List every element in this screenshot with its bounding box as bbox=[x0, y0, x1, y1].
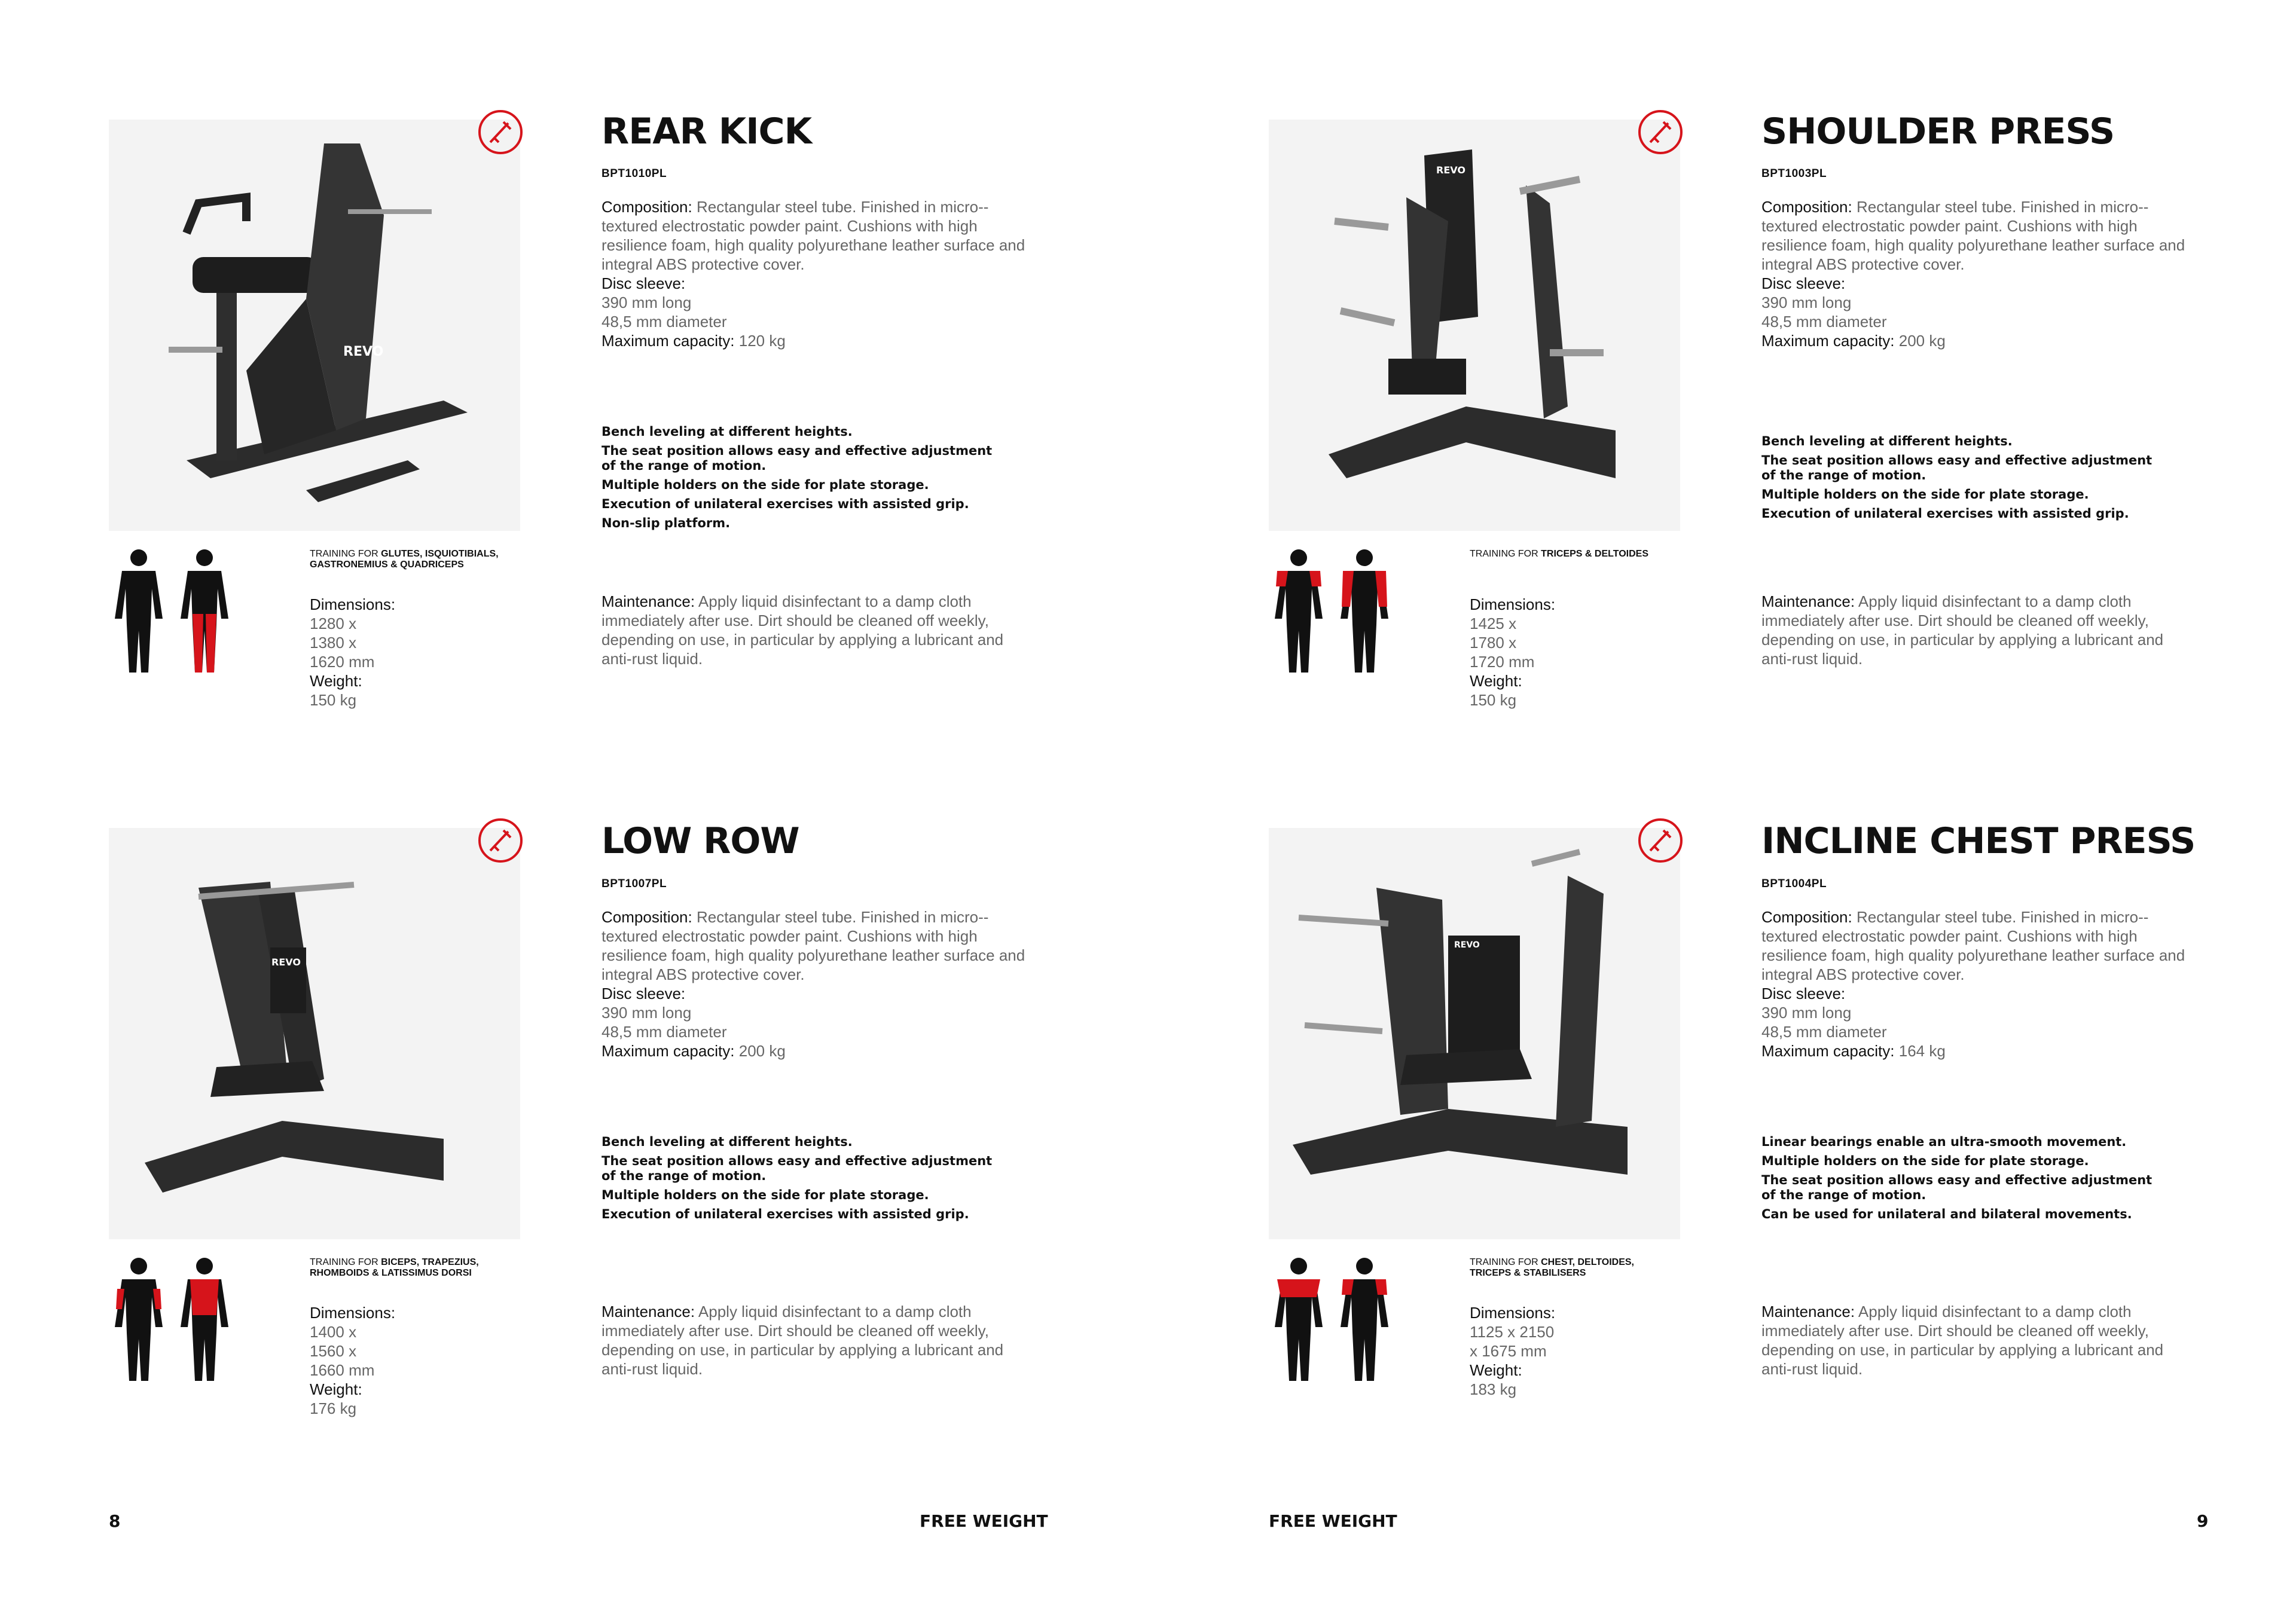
weight-value: 183 kg bbox=[1470, 1380, 1517, 1398]
product-photo bbox=[109, 120, 520, 531]
custom-badge-icon bbox=[1637, 817, 1684, 864]
disc-sleeve-label: Disc sleeve: bbox=[602, 985, 686, 1002]
dimensions-label: Dimensions: bbox=[1470, 1304, 1556, 1322]
feature-list bbox=[602, 424, 1020, 535]
maintenance-label: Maintenance: bbox=[1761, 592, 1855, 610]
training-prefix: TRAINING FOR bbox=[1470, 549, 1538, 559]
feature-item: The seat position allows easy and effective adjustment of the range of motion. bbox=[1761, 1173, 2152, 1202]
weight-value: 150 kg bbox=[1470, 691, 1517, 709]
composition-text: Rectangular steel tube. Finished in micro--textured electrostatic powder paint. Cushions with high resilience foam, high quality polyurethane leather surface and integral ABS protective cover. bbox=[602, 198, 1025, 273]
dimensions bbox=[310, 1303, 395, 1418]
training-prefix: TRAINING FOR bbox=[310, 1257, 378, 1267]
weight-label: Weight: bbox=[310, 1380, 362, 1398]
section-label-left: FREE WEIGHT bbox=[920, 1511, 1048, 1531]
feature-item: Execution of unilateral exercises with assisted grip. bbox=[602, 497, 969, 511]
maintenance bbox=[1761, 1302, 2192, 1379]
product-photo bbox=[1269, 120, 1680, 531]
composition-label: Composition: bbox=[1761, 198, 1852, 216]
custom-badge-icon bbox=[477, 817, 524, 864]
disc-length: 390 mm long bbox=[602, 1004, 692, 1022]
feature-item: Multiple holders on the side for plate storage. bbox=[1761, 487, 2089, 502]
training-for bbox=[1470, 1257, 1673, 1279]
body-back-icon bbox=[181, 549, 228, 673]
composition bbox=[602, 197, 1032, 274]
dimensions-label: Dimensions: bbox=[310, 1304, 396, 1322]
muscle-diagram bbox=[109, 547, 240, 680]
capacity bbox=[1761, 1041, 2192, 1060]
dimensions-value: 1125 x 2150 x 1675 mm bbox=[1470, 1323, 1555, 1360]
disc-length: 390 mm long bbox=[1761, 1004, 1852, 1022]
maintenance-label: Maintenance: bbox=[602, 592, 695, 610]
maintenance-text: Apply liquid disinfectant to a damp cloth immediately after use. Dirt should be cleaned off weekly, depending on use, in particular by applying a lubricant and anti-rust liquid. bbox=[602, 1303, 1004, 1378]
disc-diameter: 48,5 mm diameter bbox=[602, 313, 727, 331]
product-specs bbox=[602, 907, 1032, 1060]
product-code: BPT1010PL bbox=[602, 167, 667, 180]
capacity-label: Maximum capacity: bbox=[1761, 332, 1895, 350]
body-back-icon bbox=[181, 1258, 228, 1381]
composition-text: Rectangular steel tube. Finished in micro--textured electrostatic powder paint. Cushions with high resilience foam, high quality polyurethane leather surface and integral ABS protective cover. bbox=[1761, 198, 2185, 273]
training-for bbox=[1470, 549, 1673, 560]
weight-label: Weight: bbox=[310, 672, 362, 690]
training-prefix: TRAINING FOR bbox=[1470, 1257, 1538, 1267]
product-specs bbox=[1761, 197, 2192, 350]
capacity-value: 200 kg bbox=[1898, 332, 1946, 350]
section-label-right: FREE WEIGHT bbox=[1269, 1511, 1397, 1531]
disc-sleeve-label: Disc sleeve: bbox=[1761, 985, 1846, 1002]
feature-item: Execution of unilateral exercises with assisted grip. bbox=[602, 1207, 969, 1221]
feature-item: Bench leveling at different heights. bbox=[602, 1135, 853, 1149]
maintenance-label: Maintenance: bbox=[602, 1303, 695, 1321]
dimensions-value: 1400 x 1560 x 1660 mm bbox=[310, 1323, 375, 1379]
feature-item: Multiple holders on the side for plate storage. bbox=[602, 478, 929, 492]
training-muscles: BICEPS, TRAPEZIUS, RHOMBOIDS & LATISSIMUS DORSI bbox=[310, 1257, 479, 1278]
disc-diameter: 48,5 mm diameter bbox=[1761, 1023, 1887, 1041]
feature-list bbox=[602, 1135, 1020, 1226]
weight-value: 176 kg bbox=[310, 1399, 357, 1417]
product-title: REAR KICK bbox=[602, 111, 812, 152]
training-muscles: CHEST, DELTOIDES, TRICEPS & STABILISERS bbox=[1470, 1257, 1634, 1278]
custom-badge-icon bbox=[477, 109, 524, 155]
product-photo bbox=[109, 828, 520, 1239]
feature-list bbox=[1761, 1135, 2180, 1226]
composition-text: Rectangular steel tube. Finished in micro--textured electrostatic powder paint. Cushions with high resilience foam, high quality polyurethane leather surface and integral ABS protective cover. bbox=[602, 908, 1025, 983]
weight-label: Weight: bbox=[1470, 1361, 1522, 1379]
feature-item: Linear bearings enable an ultra-smooth movement. bbox=[1761, 1135, 2127, 1149]
composition bbox=[1761, 197, 2192, 274]
disc-length: 390 mm long bbox=[1761, 294, 1852, 311]
feature-item: Bench leveling at different heights. bbox=[602, 424, 853, 439]
capacity bbox=[602, 1041, 1032, 1060]
feature-item: Execution of unilateral exercises with assisted grip. bbox=[1761, 506, 2129, 521]
training-muscles: TRICEPS & DELTOIDES bbox=[1541, 549, 1648, 559]
composition bbox=[1761, 907, 2192, 984]
feature-list bbox=[1761, 434, 2180, 525]
feature-item: Multiple holders on the side for plate storage. bbox=[1761, 1154, 2089, 1168]
disc-sleeve-label: Disc sleeve: bbox=[602, 274, 686, 292]
dimensions-value: 1280 x 1380 x 1620 mm bbox=[310, 615, 375, 671]
capacity-value: 120 kg bbox=[738, 332, 786, 350]
body-front-icon bbox=[1275, 549, 1323, 673]
dimensions bbox=[1470, 595, 1555, 710]
dimensions bbox=[310, 595, 395, 710]
body-back-icon bbox=[1341, 1258, 1388, 1381]
capacity bbox=[602, 331, 1032, 350]
disc-diameter: 48,5 mm diameter bbox=[1761, 313, 1887, 331]
capacity-value: 164 kg bbox=[1898, 1042, 1946, 1060]
training-for bbox=[310, 1257, 513, 1279]
svg-text:REVO: REVO bbox=[271, 956, 301, 968]
product-code: BPT1003PL bbox=[1761, 167, 1827, 180]
maintenance-text: Apply liquid disinfectant to a damp cloth immediately after use. Dirt should be cleaned off weekly, depending on use, in particular by applying a lubricant and anti-rust liquid. bbox=[1761, 592, 2164, 668]
capacity bbox=[1761, 331, 2192, 350]
body-front-icon bbox=[115, 549, 163, 673]
disc-diameter: 48,5 mm diameter bbox=[602, 1023, 727, 1041]
feature-item: The seat position allows easy and effective adjustment of the range of motion. bbox=[1761, 453, 2152, 482]
capacity-value: 200 kg bbox=[738, 1042, 786, 1060]
product-title: INCLINE CHEST PRESS bbox=[1761, 820, 2196, 862]
disc-length: 390 mm long bbox=[602, 294, 692, 311]
composition-label: Composition: bbox=[602, 198, 692, 216]
product-title: LOW ROW bbox=[602, 820, 799, 862]
capacity-label: Maximum capacity: bbox=[1761, 1042, 1895, 1060]
page-number-right: 9 bbox=[2197, 1511, 2209, 1531]
product-specs bbox=[602, 197, 1032, 350]
maintenance-text: Apply liquid disinfectant to a damp cloth immediately after use. Dirt should be cleaned off weekly, depending on use, in particular by applying a lubricant and anti-rust liquid. bbox=[602, 592, 1004, 668]
capacity-label: Maximum capacity: bbox=[602, 1042, 735, 1060]
feature-item: Non-slip platform. bbox=[602, 516, 731, 530]
product-code: BPT1004PL bbox=[1761, 878, 1827, 890]
disc-sleeve-label: Disc sleeve: bbox=[1761, 274, 1846, 292]
page-number-left: 8 bbox=[109, 1511, 121, 1531]
weight-label: Weight: bbox=[1470, 672, 1522, 690]
product-title: SHOULDER PRESS bbox=[1761, 111, 2115, 152]
feature-item: Bench leveling at different heights. bbox=[1761, 434, 2013, 448]
training-prefix: TRAINING FOR bbox=[310, 549, 378, 559]
maintenance-label: Maintenance: bbox=[1761, 1303, 1855, 1321]
product-code: BPT1007PL bbox=[602, 878, 667, 890]
training-for bbox=[310, 549, 513, 570]
muscle-diagram bbox=[1269, 1255, 1400, 1388]
composition-label: Composition: bbox=[1761, 908, 1852, 926]
feature-item: Can be used for unilateral and bilateral movements. bbox=[1761, 1207, 2132, 1221]
capacity-label: Maximum capacity: bbox=[602, 332, 735, 350]
muscle-diagram bbox=[1269, 547, 1400, 680]
maintenance-text: Apply liquid disinfectant to a damp cloth immediately after use. Dirt should be cleaned off weekly, depending on use, in particular by applying a lubricant and anti-rust liquid. bbox=[1761, 1303, 2164, 1378]
maintenance bbox=[602, 1302, 1032, 1379]
composition-text: Rectangular steel tube. Finished in micro--textured electrostatic powder paint. Cushions with high resilience foam, high quality polyurethane leather surface and integral ABS protective cover. bbox=[1761, 908, 2185, 983]
training-muscles: GLUTES, ISQUIOTIBIALS, GASTRONEMIUS & QUADRICEPS bbox=[310, 549, 499, 570]
product-photo bbox=[1269, 828, 1680, 1239]
feature-item: The seat position allows easy and effective adjustment of the range of motion. bbox=[602, 444, 993, 473]
svg-text:REVO: REVO bbox=[1436, 164, 1465, 176]
muscle-diagram bbox=[109, 1255, 240, 1388]
feature-item: The seat position allows easy and effective adjustment of the range of motion. bbox=[602, 1154, 993, 1183]
dimensions-label: Dimensions: bbox=[1470, 595, 1556, 613]
body-front-icon bbox=[1275, 1258, 1323, 1381]
product-specs bbox=[1761, 907, 2192, 1060]
maintenance bbox=[1761, 592, 2192, 668]
svg-text:REVO: REVO bbox=[1454, 940, 1480, 950]
composition bbox=[602, 907, 1032, 984]
custom-badge-icon bbox=[1637, 109, 1684, 155]
dimensions bbox=[1470, 1303, 1555, 1399]
weight-value: 150 kg bbox=[310, 691, 357, 709]
dimensions-value: 1425 x 1780 x 1720 mm bbox=[1470, 615, 1535, 671]
maintenance bbox=[602, 592, 1032, 668]
dimensions-label: Dimensions: bbox=[310, 595, 396, 613]
feature-item: Multiple holders on the side for plate storage. bbox=[602, 1188, 929, 1202]
body-front-icon bbox=[115, 1258, 163, 1381]
composition-label: Composition: bbox=[602, 908, 692, 926]
body-back-icon bbox=[1341, 549, 1388, 673]
svg-text:REVO: REVO bbox=[343, 344, 384, 359]
